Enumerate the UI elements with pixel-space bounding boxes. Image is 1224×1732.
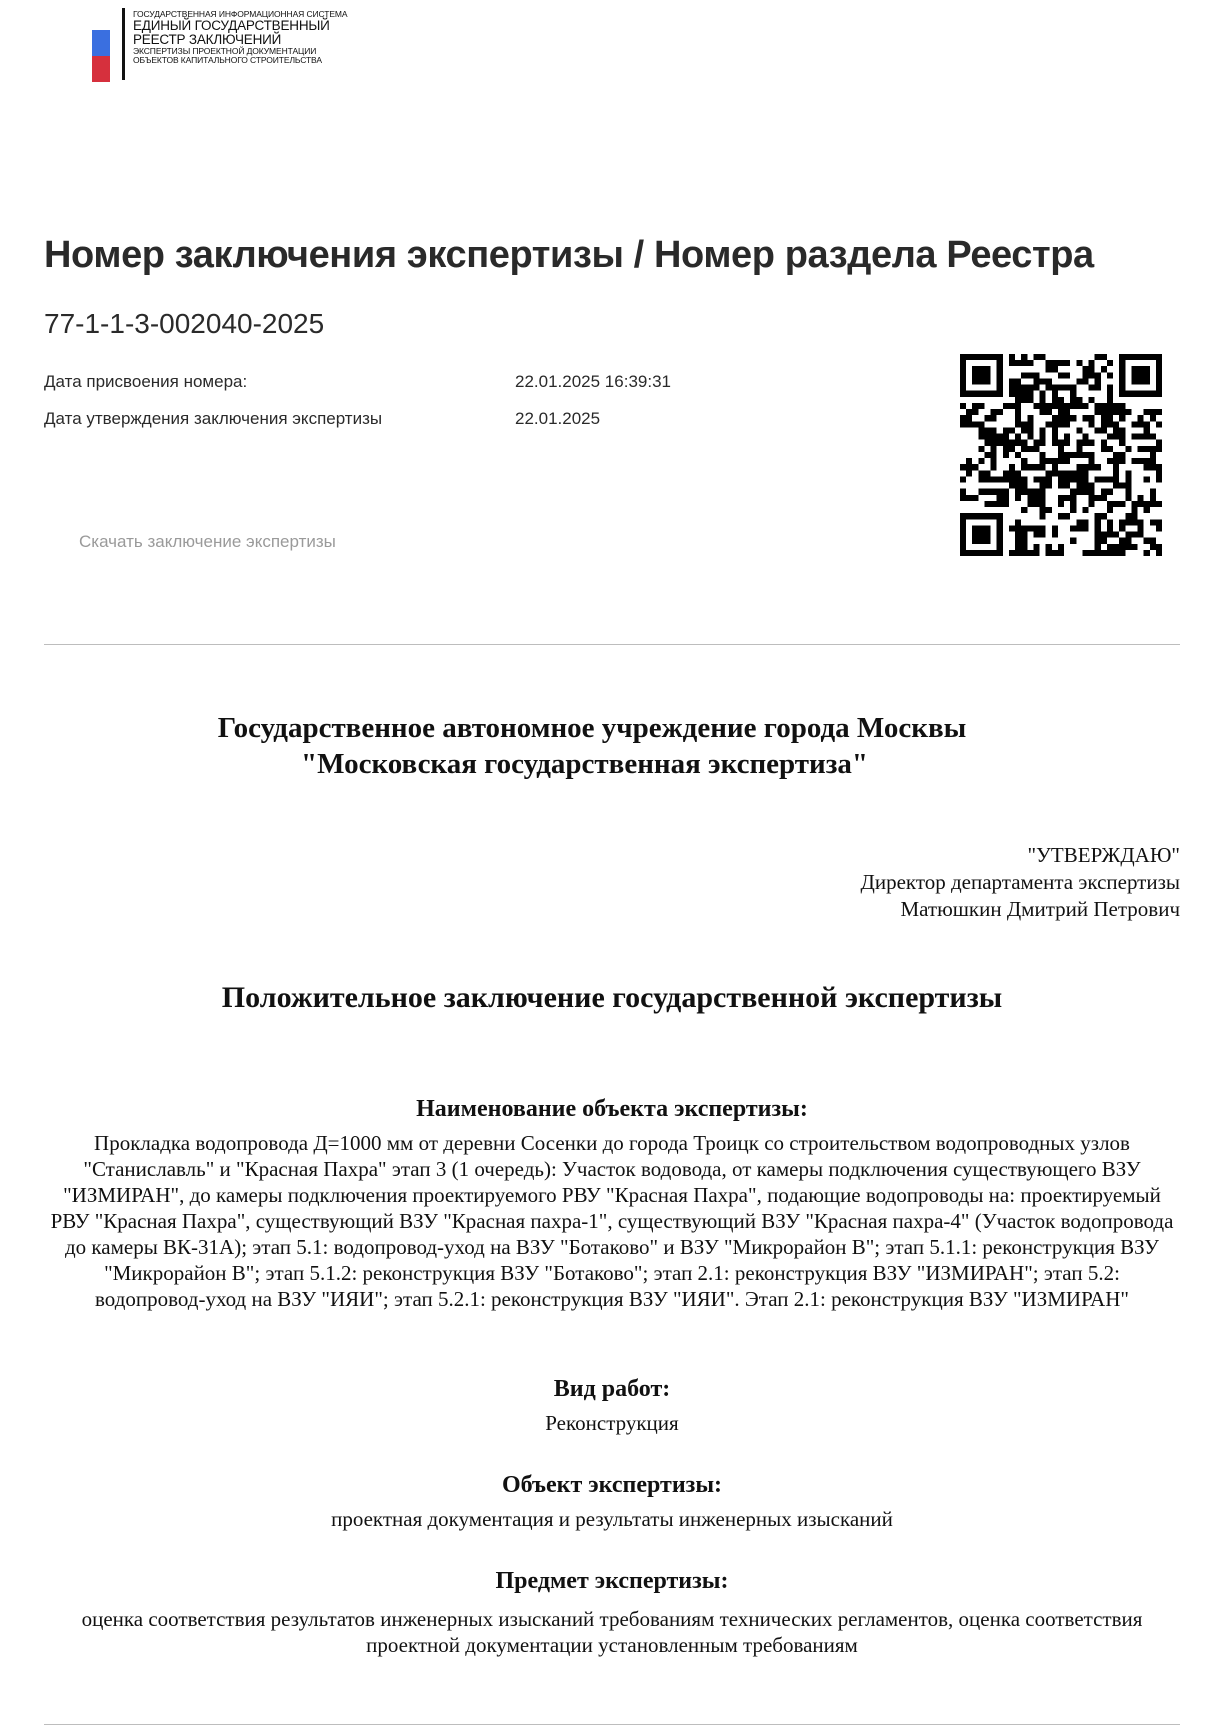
logo-line-3: РЕЕСТР ЗАКЛЮЧЕНИЙ xyxy=(133,32,282,48)
logo-line-5: ОБЪЕКТОВ КАПИТАЛЬНОГО СТРОИТЕЛЬСТВА xyxy=(133,55,322,66)
organization-name xyxy=(44,710,1180,782)
logo-line-2: ЕДИНЫЙ ГОСУДАРСТВЕННЫЙ xyxy=(133,17,330,33)
organization-line-2: "Московская государственная экспертиза" xyxy=(300,748,868,780)
download-conclusion-link[interactable]: Скачать заключение экспертизы xyxy=(79,532,336,551)
expertise-subject-value: оценка соответствия результатов инженерных изысканий требованиям технических регламентов, оценка соответствия проектной документации установленным требованиям xyxy=(81,1607,1143,1657)
logo-line-1: ГОСУДАРСТВЕННАЯ ИНФОРМАЦИОННАЯ СИСТЕМА xyxy=(133,9,348,19)
section-expertise-subject xyxy=(44,1566,1180,1658)
approve-stamp-text: "УТВЕРЖДАЮ" xyxy=(1027,843,1180,867)
logo-line-4: ЭКСПЕРТИЗЫ ПРОЕКТНОЙ ДОКУМЕНТАЦИИ xyxy=(133,46,317,57)
expertise-subject-label: Предмет экспертизы: xyxy=(495,1568,729,1594)
registry-logo xyxy=(92,8,347,82)
work-type-value: Реконструкция xyxy=(545,1411,679,1435)
logo-text xyxy=(133,8,347,65)
assigned-date-value: 22.01.2025 16:39:31 xyxy=(515,372,671,391)
qr-code-icon xyxy=(960,354,1162,556)
approved-date-label: Дата утверждения заключения экспертизы xyxy=(44,409,383,428)
approver-name: Матюшкин Дмитрий Петрович xyxy=(900,897,1180,921)
divider-top xyxy=(44,644,1180,645)
expertise-object-label: Объект экспертизы: xyxy=(501,1472,723,1498)
approval-block xyxy=(861,842,1180,923)
assigned-date-label: Дата присвоения номера: xyxy=(44,372,248,391)
russian-flag-icon xyxy=(92,30,110,82)
section-work-type xyxy=(44,1374,1180,1436)
work-type-label: Вид работ: xyxy=(553,1376,671,1402)
document-title: Положительное заключение государственной экспертизы xyxy=(221,981,1003,1014)
section-object-name xyxy=(44,1094,1180,1312)
flag-red-stripe xyxy=(92,56,110,82)
approver-position: Директор департамента экспертизы xyxy=(860,870,1180,894)
logo-divider xyxy=(122,8,125,80)
object-name-label: Наименование объекта экспертизы: xyxy=(416,1096,808,1122)
approved-date-value: 22.01.2025 xyxy=(515,409,601,428)
object-name-value: Прокладка водопровода Д=1000 мм от деревни Сосенки до города Троицк со строительством водопроводных узлов "Станиславль" и "Красная Пахра" этап 3 (1 очередь): Участок водовода, от камеры подключения существующего ВЗУ "ИЗМИРАН", до камеры подключения проектируемого РВУ "Красная Пахра", подающие водопроводы на: проектируемый РВУ "Красная Пахра", существующий ВЗУ "Красная пахра-1", существующий ВЗУ "Красная пахра-4" (Участок водопровода до камеры ВК-31А); этап 5.1: водопровод-уход на ВЗУ "Ботаково" и ВЗУ "Микрорайон В"; этап 5.1.1: реконструкция ВЗУ "Микрорайон В"; этап 5.1.2: реконструкция ВЗУ "Ботаково"; этап 2.1: реконструкция ВЗУ "ИЗМИРАН"; этап 5.2: водопровод-уход на ВЗУ "ИЯИ"; этап 5.2.1: реконструкция ВЗУ "ИЯИ". Этап 2.1: реконструкция ВЗУ "ИЗМИРАН" xyxy=(50,1131,1174,1311)
divider-bottom xyxy=(44,1724,1180,1725)
section-expertise-object xyxy=(44,1470,1180,1532)
flag-blue-stripe xyxy=(92,30,110,56)
page-title: Номер заключения экспертизы / Номер раздела Реестра xyxy=(44,234,1094,276)
expertise-object-value: проектная документация и результаты инженерных изысканий xyxy=(331,1507,893,1531)
organization-line-1: Государственное автономное учреждение города Москвы xyxy=(217,712,967,744)
conclusion-number: 77-1-1-3-002040-2025 xyxy=(44,308,325,339)
